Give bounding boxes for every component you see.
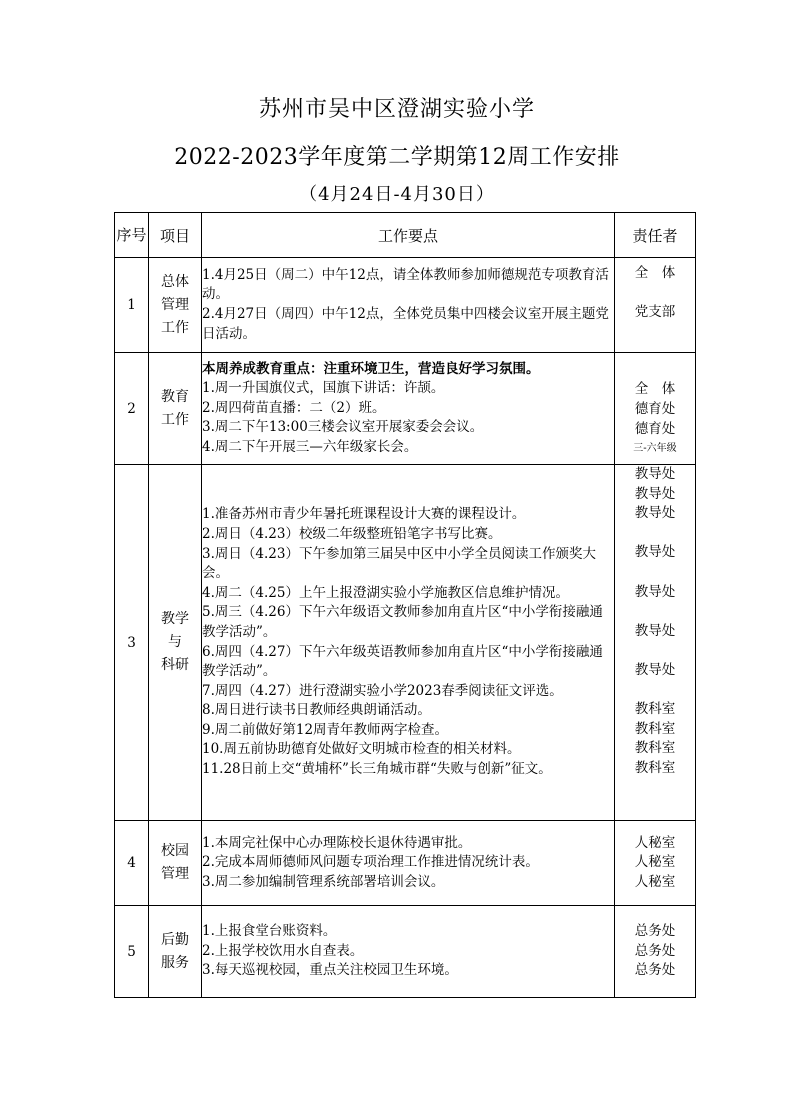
- category-cell: 总体 管理 工作: [149, 258, 202, 353]
- owner-label: 人秘室: [634, 873, 676, 890]
- tasks-cell: [202, 821, 615, 906]
- table-row: [115, 465, 696, 821]
- table-row: [115, 906, 696, 998]
- header-no: 序号: [115, 213, 149, 258]
- task-item: 1.4月25日（周二）中午12点，请全体教师参加师德规范专项教育活动。: [202, 266, 609, 303]
- category-cell: 校园 管理: [149, 821, 202, 906]
- row-no: 4: [115, 821, 149, 906]
- tasks-cell: [202, 353, 615, 465]
- task-item: 1.准备苏州市青少年暑托班课程设计大赛的课程设计。: [202, 506, 526, 523]
- task-item: 2.周日（4.23）校级二年级整班铅笔字书写比赛。: [202, 525, 502, 542]
- tasks-cell: [202, 465, 615, 821]
- category-cell: 后勤 服务: [149, 906, 202, 998]
- owner-label: 总务处: [634, 962, 676, 979]
- owner-cell: [615, 465, 696, 821]
- table-header-row: [115, 213, 696, 258]
- table-row: [115, 353, 696, 465]
- work-schedule-table: [114, 212, 696, 998]
- owner-cell: [615, 906, 696, 998]
- task-item: 1.本周完社保中心办理陈校长退休待遇审批。: [202, 834, 472, 851]
- table-row: [115, 821, 696, 906]
- task-item: 2.上报学校饮用水自查表。: [202, 942, 364, 959]
- header-owner: 责任者: [615, 213, 696, 258]
- header-item: 项目: [149, 213, 202, 258]
- owner-label: 全 体: [634, 381, 676, 398]
- owner-label: 人秘室: [634, 854, 676, 871]
- category-cell: 教学 与 科研: [149, 465, 202, 821]
- task-item: 1.周一升国旗仪式，国旗下讲话：许颉。: [202, 380, 445, 397]
- owner-label: 教导处: [634, 485, 676, 502]
- tasks-cell: [202, 906, 615, 998]
- tasks-cell: [202, 258, 615, 353]
- row-no: 3: [115, 465, 149, 821]
- task-item: 8.周日进行读书日教师经典朗诵活动。: [202, 702, 431, 719]
- owner-label: 教导处: [634, 622, 676, 639]
- owner-label: 教科室: [634, 759, 676, 776]
- owner-label: 教导处: [634, 583, 676, 600]
- task-item: 4.周二（4.25）上午上报澄湖实验小学施教区信息维护情况。: [202, 584, 569, 601]
- owner-label: 总务处: [634, 942, 676, 959]
- table-row: [115, 258, 696, 353]
- row-no: 2: [115, 353, 149, 465]
- task-item: 9.周二前做好第12周青年教师两字检查。: [202, 721, 449, 738]
- category-cell: 教育 工作: [149, 353, 202, 465]
- owner-label: 教科室: [634, 701, 676, 718]
- task-item: 6.周四（4.27）下午六年级英语教师参加甪直片区“中小学衔接融通教学活动”。: [202, 643, 603, 680]
- task-item: 7.周四（4.27）进行澄湖实验小学2023春季阅读征文评选。: [202, 682, 563, 699]
- task-item: 5.周三（4.26）下午六年级语文教师参加甪直片区“中小学衔接融通教学活动”。: [202, 604, 603, 640]
- task-item: 2.4月27日（周四）中午12点，全体党员集中四楼会议室开展主题党日活动。: [202, 306, 609, 342]
- task-item: 2.周四荷苗直播：二（2）班。: [202, 399, 386, 416]
- owner-label: 教科室: [634, 740, 676, 757]
- owner-label: 德育处: [634, 420, 676, 437]
- owner-label: 三-六年级: [633, 443, 677, 455]
- owner-cell: [615, 821, 696, 906]
- task-item: 3.每天巡视校园，重点关注校园卫生环境。: [202, 962, 458, 979]
- owner-label: 教导处: [634, 661, 676, 678]
- schedule-title: 2022-2023学年度第二学期第12周工作安排: [174, 145, 620, 170]
- owner-label: 教导处: [634, 544, 676, 561]
- owner-label: 党支部: [634, 304, 676, 321]
- owner-label: 全 体: [634, 265, 676, 281]
- school-title: 苏州市吴中区澄湖实验小学: [258, 97, 535, 122]
- header-content: 工作要点: [202, 213, 615, 258]
- task-item: 1.上报食堂台账资料。: [202, 923, 337, 940]
- owner-cell: [615, 258, 696, 353]
- task-item: 3.周二下午13:00三楼会议室开展家委会会议。: [202, 419, 484, 436]
- owner-label: 教导处: [634, 505, 676, 522]
- task-item: 11.28日前上交“黄埔杯”长三角城市群“失败与创新”征文。: [202, 761, 552, 778]
- task-item: 3.周二参加编制管理系统部署培训会议。: [202, 873, 445, 890]
- owner-label: 德育处: [634, 400, 676, 417]
- row-no: 5: [115, 906, 149, 998]
- owner-label: 人秘室: [634, 834, 676, 851]
- task-item: 4.周二下午开展三—六年级家长会。: [202, 438, 418, 455]
- owner-label: 总务处: [634, 923, 676, 940]
- owner-label: 教导处: [634, 466, 676, 482]
- focus-highlight: 本周养成教育重点：注重环境卫生，营造良好学习氛围。: [202, 360, 540, 377]
- row-no: 1: [115, 258, 149, 353]
- owner-label: 教科室: [634, 720, 676, 737]
- task-item: 3.周日（4.23）下午参加第三届吴中区中小学全员阅读工作颁奖大会。: [202, 545, 596, 582]
- task-item: 10.周五前协助德育处做好文明城市检查的相关材料。: [202, 741, 521, 758]
- owner-cell: [615, 353, 696, 465]
- date-range: （4月24日-4月30日）: [299, 184, 495, 205]
- task-item: 2.完成本周师德师风问题专项治理工作推进情况统计表。: [202, 854, 539, 871]
